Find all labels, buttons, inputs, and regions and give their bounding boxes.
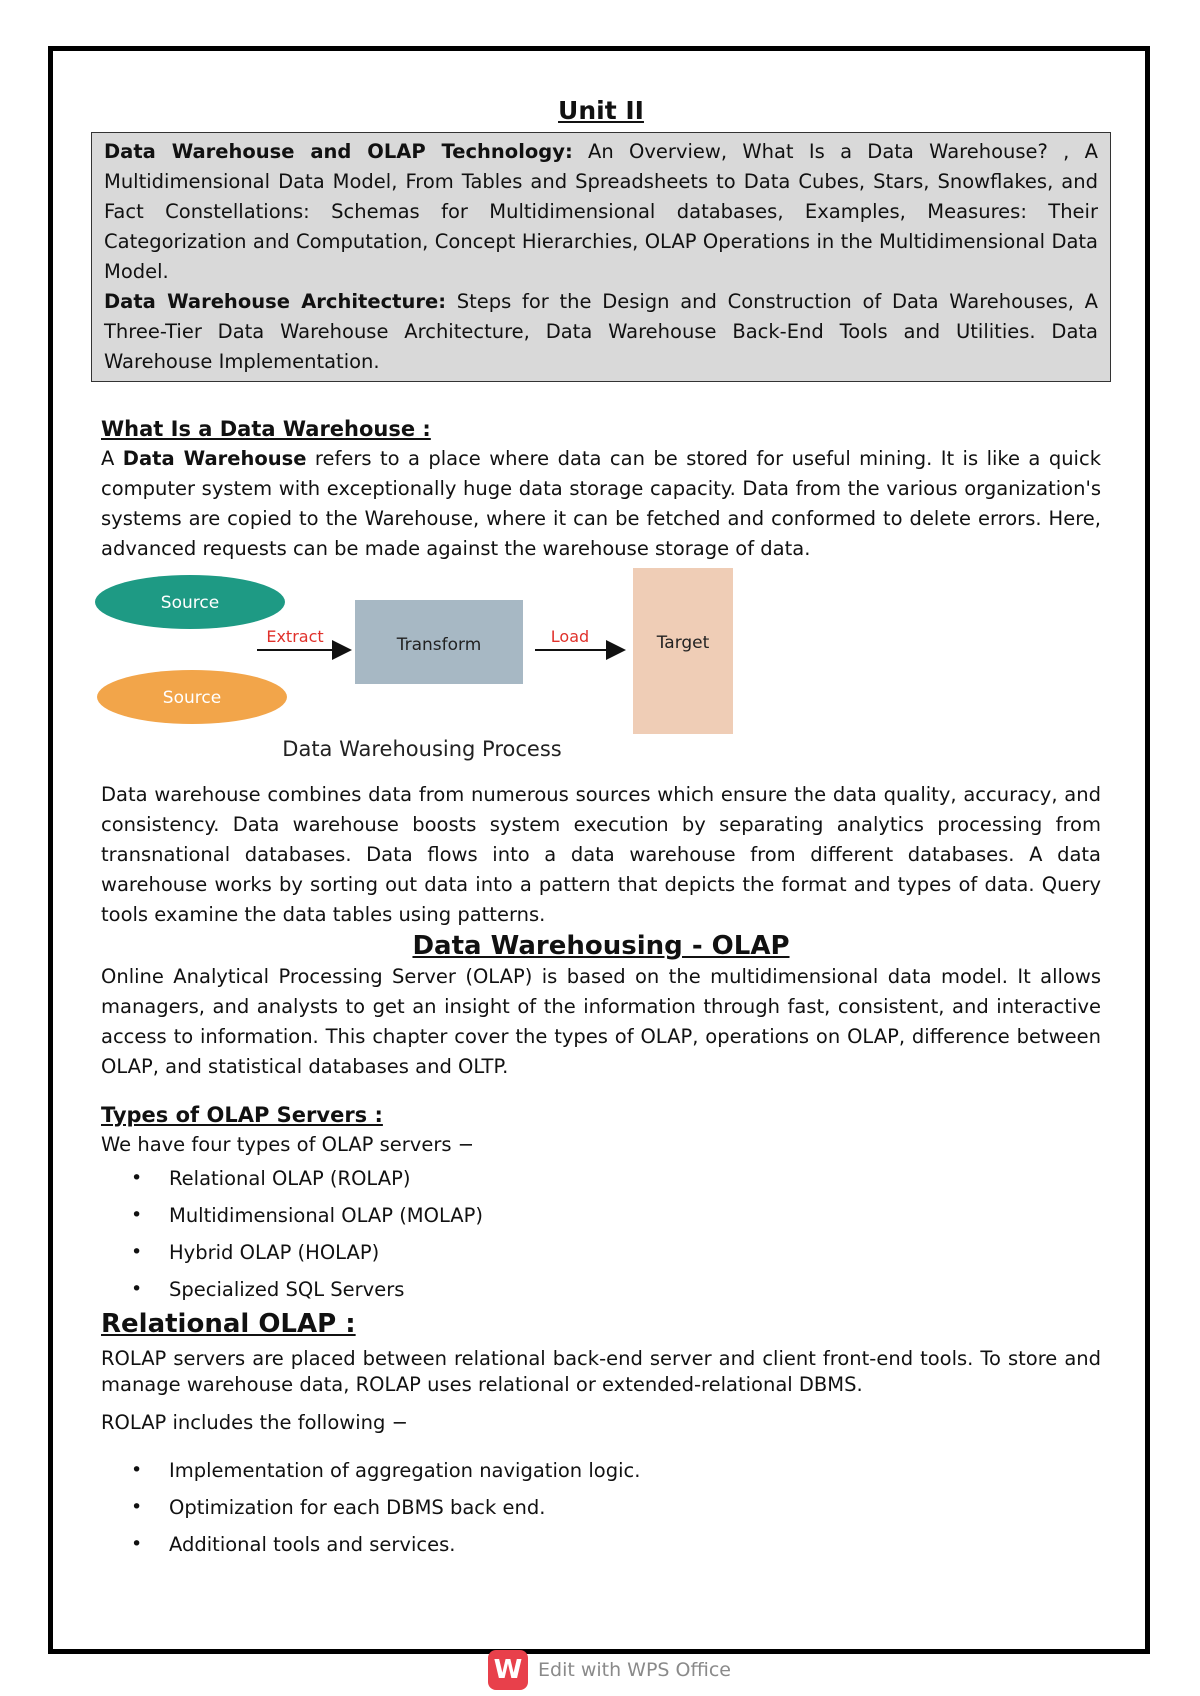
edit-with-wps-link[interactable]: Edit with WPS Office xyxy=(538,1659,731,1681)
extract-label: Extract xyxy=(266,627,324,646)
rolap-paragraph: ROLAP servers are placed between relational back-end server and client front-end tools. To store and manage warehouse data, ROLAP uses relational or extended-relational DBMS. xyxy=(101,1347,1101,1396)
transform-label: Transform xyxy=(396,635,482,655)
document-content xyxy=(101,96,1101,1563)
list-item: • Additional tools and services. xyxy=(131,1526,1101,1563)
wps-logo-icon: W xyxy=(488,1650,528,1690)
what-is-heading: What Is a Data Warehouse : xyxy=(101,417,431,441)
source-label-1: Source xyxy=(160,593,220,613)
what-is-text: refers to a place where data can be stored for useful mining. It is like a quick computer system with exceptionally huge data storage capacity. Data from the various organization's systems are copied to the Warehouse, where it can be fetched and conformed to delete errors. Here, advanced requests can be made against the warehouse storage of data. xyxy=(101,447,1101,560)
diagram-caption: Data Warehousing Process xyxy=(282,737,562,761)
olap-paragraph: Online Analytical Processing Server (OLAP) is based on the multidimensional data model. It allows managers, and analysts to get an insight of the information through fast, consistent, and interactive access to information. This chapter cover the types of OLAP, operations on OLAP, difference between OLAP, and statistical databases and OLTP. xyxy=(101,965,1101,1078)
etl-diagram xyxy=(95,568,775,768)
list-item: • Hybrid OLAP (HOLAP) xyxy=(131,1234,1101,1271)
syllabus-topic-2: Data Warehouse Architecture: xyxy=(104,290,447,313)
types-heading: Types of OLAP Servers : xyxy=(101,1103,383,1127)
syllabus-paragraph-1 xyxy=(104,137,1098,287)
rolap-heading: Relational OLAP : xyxy=(101,1309,356,1339)
etl-diagram-svg xyxy=(95,568,775,768)
list-item: • Implementation of aggregation navigation logic. xyxy=(131,1452,1101,1489)
what-is-paragraph xyxy=(101,444,1101,564)
rolap-list xyxy=(101,1452,1101,1563)
syllabus-text-2: Steps for the Design and Construction of Data Warehouses, A Three-Tier Data Warehouse Architecture, Data Warehouse Back-End Tools and Utilities. Data Warehouse Implementation. xyxy=(104,290,1098,373)
syllabus-box xyxy=(91,132,1111,382)
source-label-2: Source xyxy=(162,688,222,708)
target-label: Target xyxy=(656,633,710,653)
what-is-lead: A xyxy=(101,447,123,470)
olap-heading: Data Warehousing - OLAP xyxy=(412,931,790,961)
list-item: • Multidimensional OLAP (MOLAP) xyxy=(131,1197,1101,1234)
types-intro: We have four types of OLAP servers − xyxy=(101,1133,475,1156)
wps-footer[interactable] xyxy=(488,1650,731,1690)
list-item: • Optimization for each DBMS back end. xyxy=(131,1489,1101,1526)
syllabus-topic-1: Data Warehouse and OLAP Technology: xyxy=(104,140,573,163)
list-item: • Specialized SQL Servers xyxy=(131,1271,1101,1308)
combines-paragraph: Data warehouse combines data from numerous sources which ensure the data quality, accuracy, and consistency. Data warehouse boosts system execution by separating analytics processing from transnational databases. Data flows into a data warehouse from different databases. A data warehouse works by sorting out data into a pattern that depicts the format and types of data. Query tools examine the data tables using patterns. xyxy=(101,783,1101,926)
unit-title: Unit II xyxy=(558,96,644,125)
syllabus-paragraph-2 xyxy=(104,287,1098,377)
rolap-intro: ROLAP includes the following − xyxy=(101,1411,408,1434)
syllabus-text-1: An Overview, What Is a Data Warehouse? , A Multidimensional Data Model, From Tables and Spreadsheets to Data Cubes, Stars, Snowflakes, and Fact Constellations: Schemas for Multidimensional databases, Examples, Measures: Their Categorization and Computation, Concept Hierarchies, OLAP Operations in the Multidimensional Data Model. xyxy=(104,140,1099,283)
types-list xyxy=(101,1160,1101,1308)
list-item: • Relational OLAP (ROLAP) xyxy=(131,1160,1101,1197)
load-label: Load xyxy=(550,627,590,646)
what-is-bold-term: Data Warehouse xyxy=(122,447,307,470)
